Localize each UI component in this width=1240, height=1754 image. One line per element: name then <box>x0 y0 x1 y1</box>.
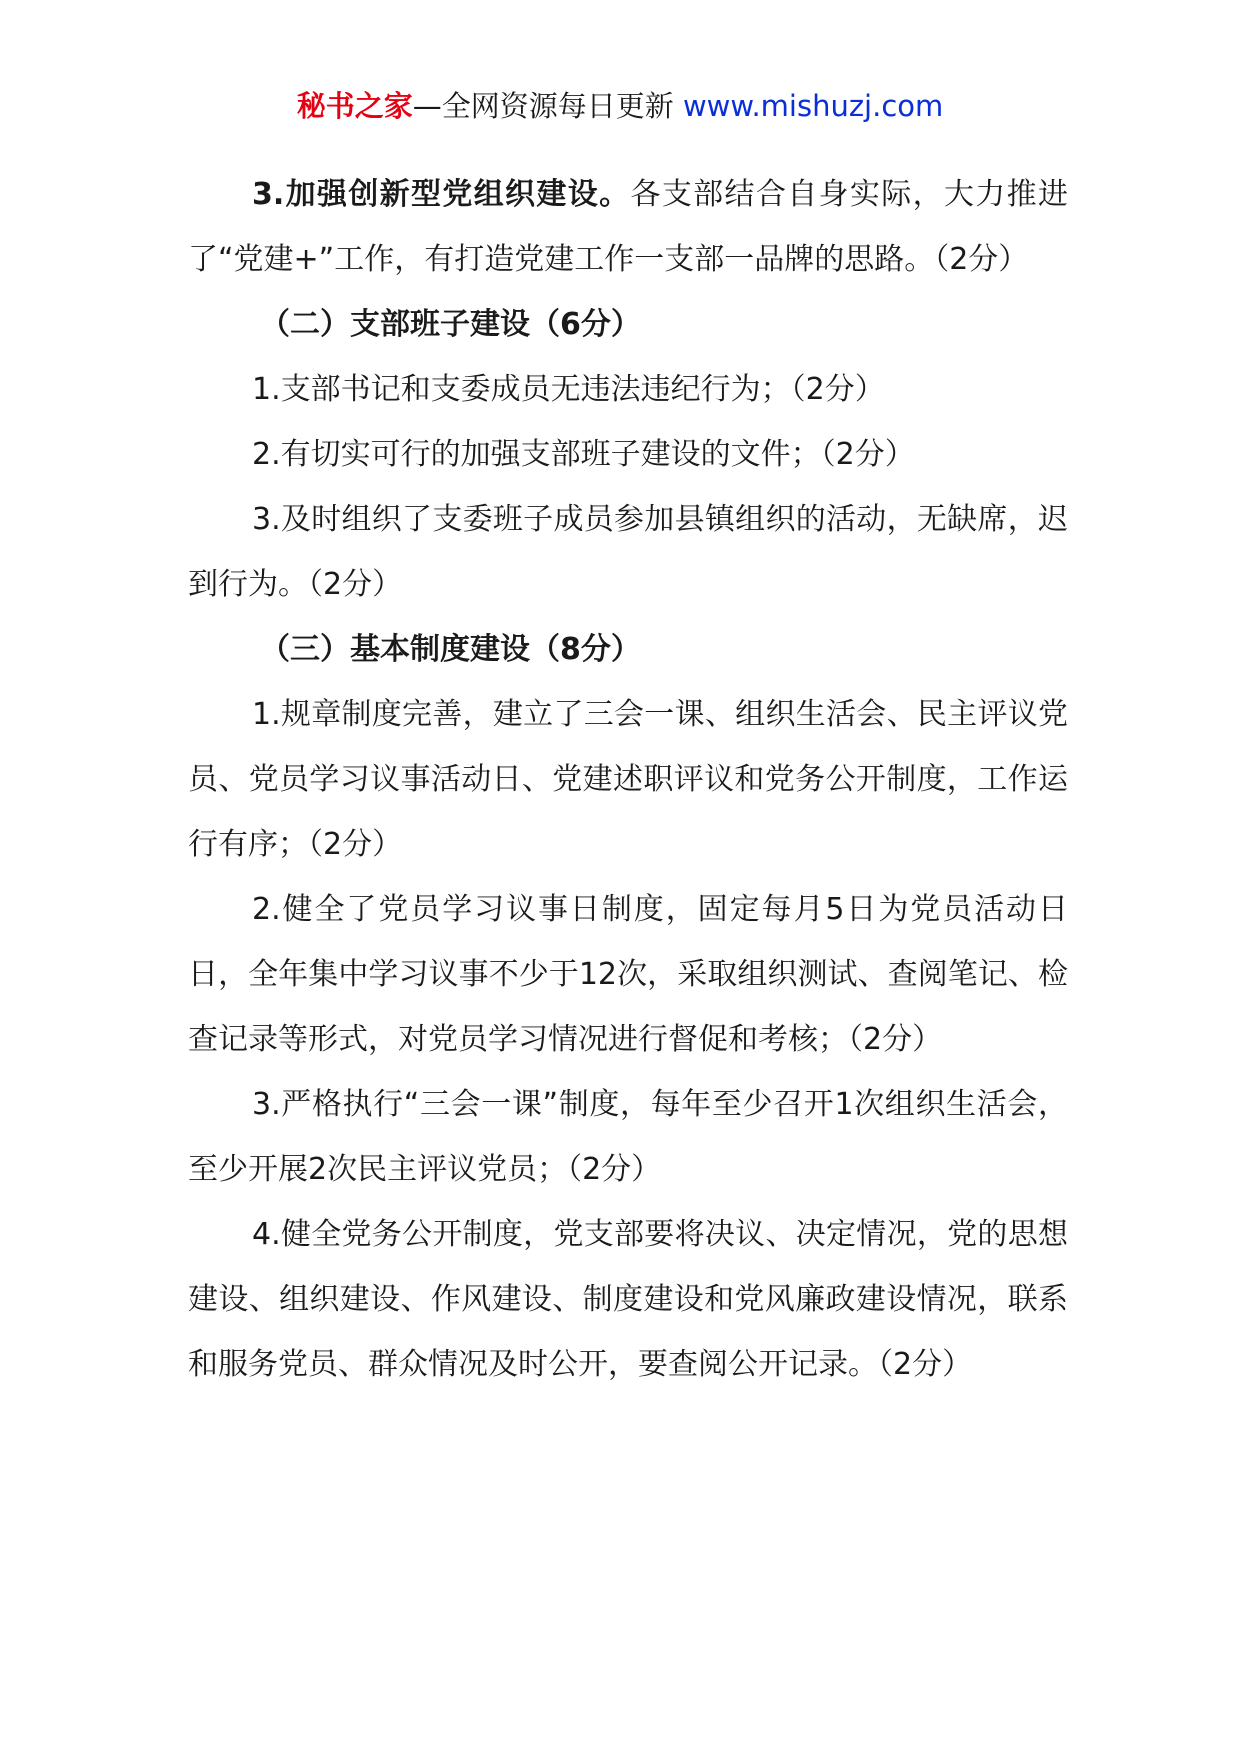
paragraph-3-innovation <box>188 162 1068 292</box>
paragraph-text: 各支部结合自身实际，大力推进了“党建+”工作，有打造党建工作一支部一品牌的思路。（2分） <box>188 177 1069 277</box>
paragraph-item: 2.健全了党员学习议事日制度，固定每月5日为党员活动日日，全年集中学习议事不少于12次，采取组织测试、查阅笔记、检查记录等形式，对党员学习情况进行督促和考核；（2分） <box>188 892 1068 1057</box>
header-url[interactable]: www.mishuzj.com <box>682 89 944 123</box>
section-heading-branch-team: （二）支部班子建设（6分） <box>260 307 641 342</box>
paragraph-lead: 3.加强创新型党组织建设。 <box>252 177 631 212</box>
paragraph-item: 2.有切实可行的加强支部班子建设的文件；（2分） <box>252 437 915 472</box>
page-header <box>0 86 1240 126</box>
paragraph-item: 1.支部书记和支委成员无违法违纪行为；（2分） <box>252 372 885 407</box>
paragraph-item: 4.健全党务公开制度，党支部要将决议、决定情况，党的思想建设、组织建设、作风建设、制度建设和党风廉政建设情况，联系和服务党员、群众情况及时公开，要查阅公开记录。（2分） <box>188 1217 1068 1382</box>
header-tagline: —全网资源每日更新 <box>412 89 683 123</box>
section-heading-basic-system: （三）基本制度建设（8分） <box>260 632 641 667</box>
paragraph-item: 1.规章制度完善，建立了三会一课、组织生活会、民主评议党员、党员学习议事活动日、党建述职评议和党务公开制度，工作运行有序；（2分） <box>188 697 1068 862</box>
paragraph-item: 3.严格执行“三会一课”制度，每年至少召开1次组织生活会，至少开展2次民主评议党员；（2分） <box>188 1087 1068 1187</box>
paragraph-item: 3.及时组织了支委班子成员参加县镇组织的活动，无缺席，迟到行为。（2分） <box>188 502 1068 602</box>
header-brand: 秘书之家 <box>296 89 413 123</box>
document-body <box>188 162 1068 1397</box>
